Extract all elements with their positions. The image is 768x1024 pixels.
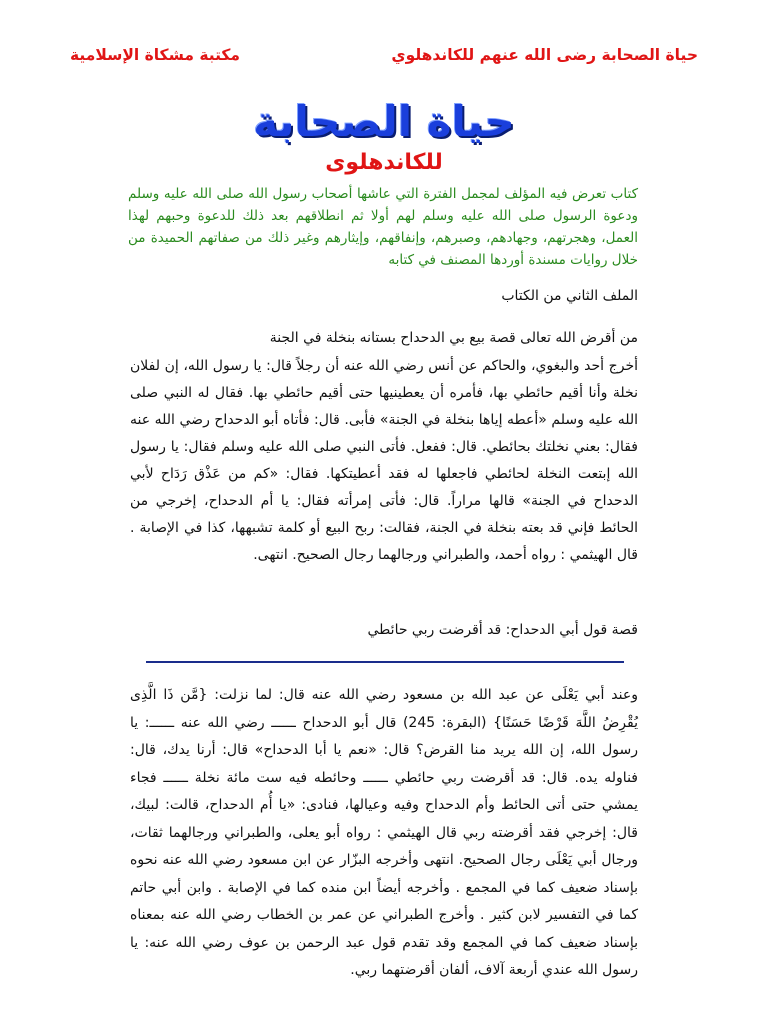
divider-line <box>146 661 624 663</box>
page-header <box>0 46 768 76</box>
page-title: حياة الصحابة <box>253 97 515 146</box>
section-heading: من أقرض الله تعالى قصة بيع بي الدحداح بستانه بنخلة في الجنة <box>269 330 638 346</box>
paragraph-abu-dahdah-sale: أخرج أحد والبغوي، والحاكم عن أنس رضي الله عنه أن رجلاً قال: يا رسول الله، إن لفلان نخلة وأنا أقيم حائطي بها، فأمره أن يعطينيها حتى أقيم حائطي بها. فقال له النبي صلى الله عليه وسلم «أعطه إياها بنخلة في الجنة» فأبى. قال: فأتاه أبو الدحداح رضي الله عنه فقال: بعني نخلتك بحائطي. قال: ففعل. فأتى النبي صلى الله عليه وسلم فقال: يا رسول الله إبتعت النخلة لحائطي فاجعلها له فقد أعطيتكها. فقال: «كم من عَذْق رَدَاح لأبي الدحداح في الجنة» قالها مراراً. قال: فأتى إمرأته فقال: يا أم الدحداح، إخرجي من الحائط فإني قد بعته بنخلة في الجنة، فقالت: ربح البيع أو كلمة تشبهها، كذا في الإصابة . قال الهيثمي : رواه أحمد، والطبراني ورجالهما رجال الصحيح. انتهى. <box>130 358 638 563</box>
book-title-header: حياة الصحابة رضى الله عنهم للكاندهلوي <box>391 46 698 64</box>
book-description: كتاب تعرض فيه المؤلف لمجمل الفترة التي عاشها أصحاب رسول الله صلى الله عليه وسلم ودعوة الرسول صلى الله عليه وسلم لهم أولا ثم انطلاقهم بعد ذلك للدعوة وحبهم لهذا العمل، وهجرتهم، وجهادهم، وصبرهم، وإنفاقهم، وإيثارهم وغير ذلك من صفاتهم الحميدة من خلال روايات مسندة أوردها المصنف في كتابه <box>128 186 638 268</box>
story-heading: قصة قول أبي الدحداح: قد أقرضت ربي حائطي <box>367 622 638 638</box>
library-name-header: مكتبة مشكاة الإسلامية <box>70 46 241 64</box>
author-name: للكاندهلوى <box>325 150 443 175</box>
paragraph-abu-dahdah-loan: وعند أبي يَعْلَى عن عبد الله بن مسعود رضي الله عنه قال: لما نزلت: {مَّن ذَا الَّذِى يُقْرِضُ اللَّهَ قَرْضًا حَسَنًا} (البقرة: 245) قال أبو الدحداح ــــــ رضي الله عنه ــــــ: يا رسول الله، إن الله يريد منا القرض؟ قال: «نعم يا أبا الدحداح» قال: أرنا يدك، قال: فناوله يده. قال: قد أقرضت ربي حائطي ــــــ وحائطه فيه ست مائة نخلة ــــــ فجاء يمشي حتى أتى الحائط وأم الدحداح وفيه وعيالها، فنادى: «يا أُم الدحداح، قالت: لبيك، قال: إخرجي فقد أقرضته ربي قال الهيثمي : رواه أبو يعلى، والطبراني ورجالهما ثقات، ورجال أبي يَعْلَى رجال الصحيح. انتهى وأخرجه البزّار عن ابن مسعود رضي الله عنه نحوه بإسناد ضعيف كما في المجمع . وأخرجه أيضاً ابن منده كما في الإصابة . وابن أبي حاتم كما في التفسير لابن كثير . وأخرج الطبراني عن عمر بن الخطاب رضي الله عنه بمعناه بإسناد ضعيف كما في المجمع وقد تقدم قول عبد الرحمن بن عوف رضي الله عنه: يا رسول الله عندي أربعة آلاف، ألفان أقرضتهما ربي. <box>130 687 638 978</box>
file-label: الملف الثاني من الكتاب <box>501 288 638 304</box>
